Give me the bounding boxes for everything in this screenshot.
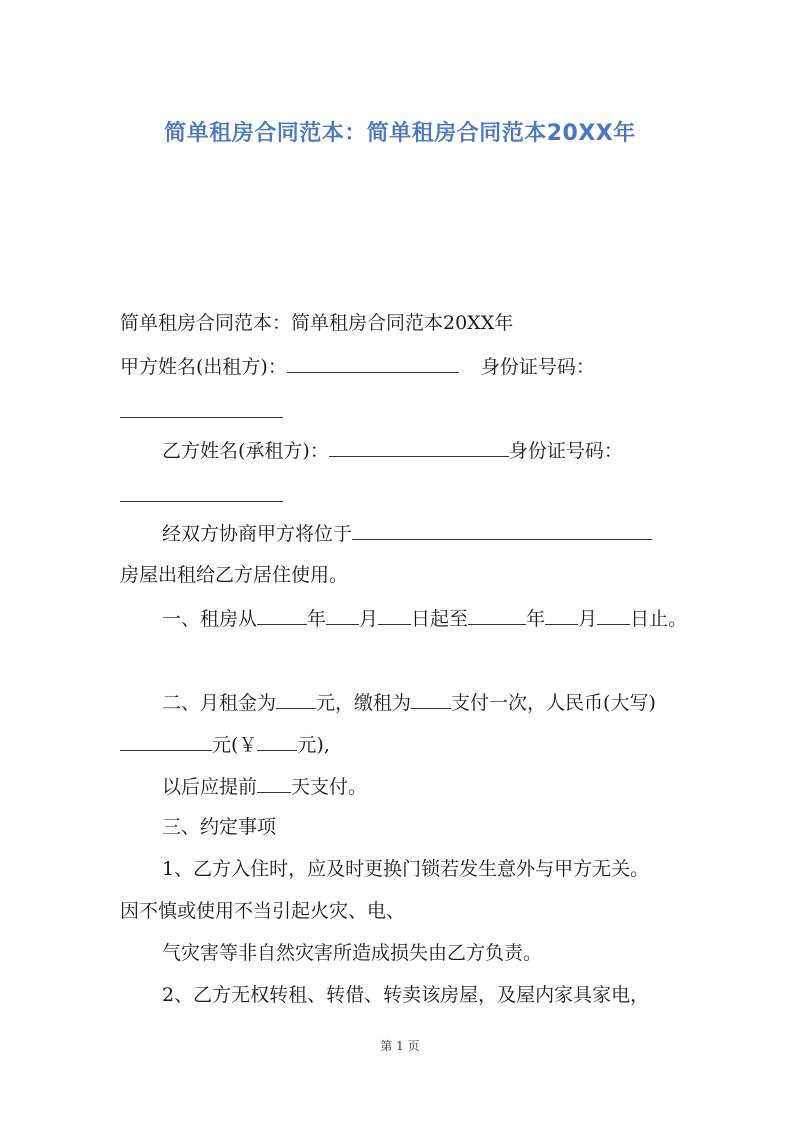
party-a-line [120,352,595,380]
rent-text-3: 支付一次，人民币(大写) [451,692,656,714]
term-end-year-blank [468,604,526,625]
location-blank [352,519,652,540]
rent-chinese-amount-blank [120,730,212,751]
term-text-5: 年 [526,608,546,630]
location-line [162,519,652,547]
term-text-3: 月 [359,608,379,630]
term-text-1: 一、租房从 [162,608,258,630]
party-b-line [162,436,623,464]
rent-text-5: 元), [297,734,330,756]
item1-line-a: 1、乙方入住时，应及时更换门锁若发生意外与甲方无关。 [162,858,650,880]
party-b-name-label: 乙方姓名(承租方)： [162,440,329,462]
party-a-name-blank [287,352,459,373]
term-end-day-blank [597,604,630,625]
rent-period-blank [411,688,451,709]
page-number: 1 [396,1039,404,1053]
party-b-id-label: 身份证号码： [508,440,623,462]
rent-line [162,688,656,716]
term-end-month-blank [545,604,578,625]
rent-text-1: 二、月租金为 [162,692,277,714]
advance-days-blank [257,772,291,793]
party-a-id-label: 身份证号码： [480,356,595,378]
party-a-name-label: 甲方姓名(出租方)： [120,356,287,378]
location-prefix: 经双方协商甲方将位于 [162,523,353,545]
term-start-year-blank [257,604,307,625]
term-text-4: 日起至 [411,608,469,630]
footer-suffix: 页 [407,1039,420,1053]
term-text-2: 年 [307,608,327,630]
section3-title: 三、约定事项 [162,816,277,838]
party-b-id-blank [120,501,283,502]
footer-prefix: 第 [380,1039,393,1053]
rent-text-6: 以后应提前 [162,776,258,798]
term-text-6: 月 [578,608,598,630]
item2-line-a: 2、乙方无权转租、转借、转卖该房屋，及屋内家具家电， [162,984,650,1006]
item1-line-c: 气灾害等非自然灾害所造成损失由乙方负责。 [162,942,543,964]
rent-amount-line [120,730,330,758]
rent-text-2: 元，缴租为 [316,692,412,714]
payment-advance-line [162,772,367,800]
page-footer [0,1037,800,1054]
rent-numeric-amount-blank [257,730,297,751]
term-text-7: 日止。 [630,608,688,630]
party-b-name-blank [329,436,509,457]
term-start-month-blank [326,604,359,625]
heading-line: 简单租房合同范本：简单租房合同范本20XX年 [120,312,514,334]
rent-text-4: 元(￥ [212,734,258,756]
term-line [162,604,687,632]
party-a-id-blank [120,417,283,418]
location-suffix: 房屋出租给乙方居住使用。 [120,564,349,586]
rent-text-7: 天支付。 [291,776,368,798]
rent-amount-blank [276,688,316,709]
item1-line-b: 因不慎或使用不当引起火灾、电、 [120,900,406,922]
document-title: 简单租房合同范本：简单租房合同范本20XX年 [164,121,636,146]
term-start-day-blank [378,604,411,625]
